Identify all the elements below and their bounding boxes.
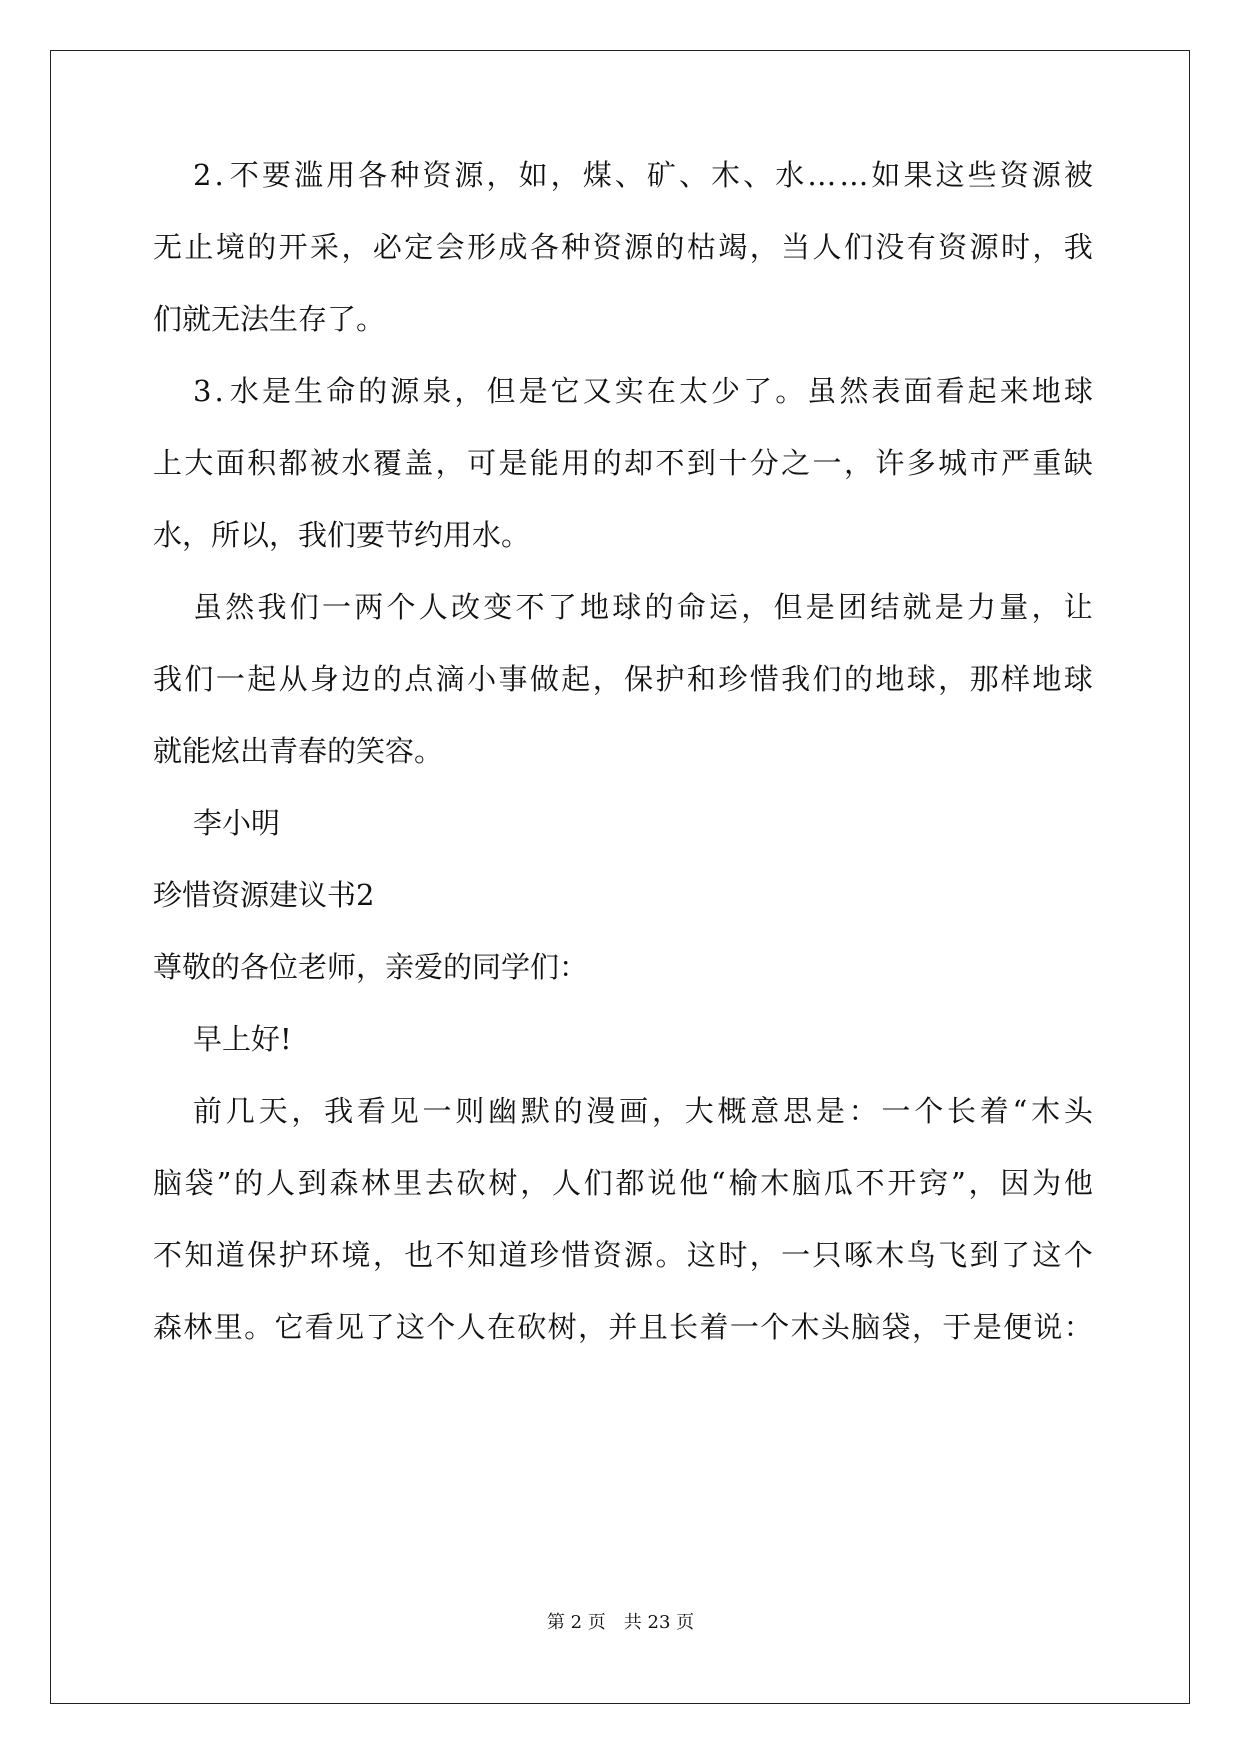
text-line: 水，所以，我们要节约用水。 [153, 518, 531, 552]
text-line: 脑 袋 ” 的 人 到 森 林 里 去 砍 树 ， 人 们 都 说 他 “ 榆 木 脑 瓜 不 开 窍 ” ， 因 为 他 [153, 1166, 1093, 1200]
text-line: 们就无法生存了。 [153, 302, 386, 336]
page-footer: 第 2 页 共 23 页 [546, 1612, 695, 1633]
text-line: 2 . 不 要 滥 用 各 种 资 源 ， 如 ， 煤 、 矿 、 木 、 水 … … 如 果 这 些 资 源 被 [193, 158, 1093, 192]
text-line: 无 止 境 的 开 采 ， 必 定 会 形 成 各 种 资 源 的 枯 竭 ， 当 人 们 没 有 资 源 时 ， 我 [153, 230, 1093, 264]
signature: 李小明 [193, 806, 281, 840]
salutation: 尊敬的各位老师，亲爱的同学们： [153, 950, 589, 984]
text-line: 虽 然 我 们 一 两 个 人 改 变 不 了 地 球 的 命 运 ， 但 是 团 结 就 是 力 量 ， 让 [193, 590, 1093, 624]
text-line: 就能炫出青春的笑容。 [153, 734, 444, 768]
text-line: 上 大 面 积 都 被 水 覆 盖 ， 可 是 能 用 的 却 不 到 十 分 之 一 ， 许 多 城 市 严 重 缺 [153, 446, 1093, 480]
text-line: 我 们 一 起 从 身 边 的 点 滴 小 事 做 起 ， 保 护 和 珍 惜 我 们 的 地 球 ， 那 样 地 球 [153, 662, 1093, 696]
greeting: 早上好! [193, 1022, 292, 1056]
section-title: 珍惜资源建议书2 [153, 878, 375, 912]
text-line: 前 几 天 ， 我 看 见 一 则 幽 默 的 漫 画 ， 大 概 意 思 是 ： 一 个 长 着 “ 木 头 [193, 1094, 1093, 1128]
text-line: 森 林 里 。 它 看 见 了 这 个 人 在 砍 树 ， 并 且 长 着 一 个 木 头 脑 袋 ， 于 是 便 说 ： [153, 1310, 1093, 1344]
text-line: 3 . 水 是 生 命 的 源 泉 ， 但 是 它 又 实 在 太 少 了 。 虽 然 表 面 看 起 来 地 球 [193, 374, 1093, 408]
text-line: 不 知 道 保 护 环 境 ， 也 不 知 道 珍 惜 资 源 。 这 时 ， 一 只 啄 木 鸟 飞 到 了 这 个 [153, 1238, 1093, 1272]
